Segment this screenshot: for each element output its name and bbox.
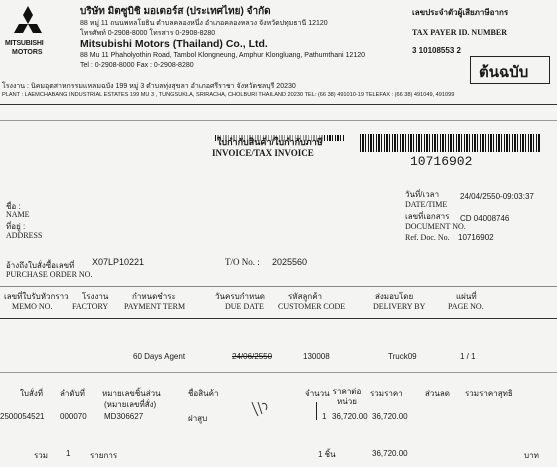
customer-address-label-thai: ที่อยู่ : xyxy=(6,222,26,231)
items-header-net: รวมราคาสุทธิ xyxy=(465,389,513,398)
terms-header-memo-thai: เลขที่ใบรับหัวกราว xyxy=(4,292,69,301)
to-number: 2025560 xyxy=(272,257,308,267)
terms-value-due-date: 24/06/2550 xyxy=(232,352,273,361)
header-divider-2 xyxy=(0,120,557,121)
customer-name-label-thai: ชื่อ : xyxy=(6,202,21,211)
date-label-thai: วันที่/เวลา xyxy=(405,190,440,199)
company-logo xyxy=(6,4,50,64)
po-label-en: PURCHASE ORDER NO. xyxy=(6,270,93,279)
items-header-order: ใบสั่งที่ xyxy=(20,389,44,398)
po-label-thai: อ้างถึงใบสั่งซื้อเลขที่ xyxy=(6,261,75,270)
terms-value-customer-code: 130008 xyxy=(303,352,330,361)
tax-label-thai: เลขประจำตัวผู้เสียภาษีอากร xyxy=(412,8,509,17)
totals-amount: 36,720.00 xyxy=(372,449,408,458)
terms-header-customer-thai: รหัสลูกค้า xyxy=(288,292,323,301)
terms-header-delivery-thai: ส่งมอบโดย xyxy=(375,292,414,301)
terms-header-divider xyxy=(0,318,557,319)
terms-header-delivery: DELIVERY BY xyxy=(373,302,426,311)
terms-header-payment: PAYMENT TERM xyxy=(124,302,186,311)
date-label-en: DATE/TIME xyxy=(405,200,448,209)
tax-label-en: TAX PAYER ID. NUMBER xyxy=(412,28,507,37)
terms-header-page: PAGE NO. xyxy=(448,302,484,311)
tax-id: 3 10108553 2 xyxy=(412,46,461,55)
totals-count: 1 xyxy=(66,449,71,458)
items-header-amount: รวมราคา xyxy=(370,389,403,398)
ref-doc-value: 10716902 xyxy=(458,233,494,242)
logo-text-top: MITSUBISHI xyxy=(5,40,44,47)
date-value: 24/04/2550-09:03:37 xyxy=(460,192,534,201)
company-phone-en: Tel : 0-2908-8000 Fax : 0-2908-8280 xyxy=(80,62,194,69)
item-qty-line xyxy=(316,402,317,420)
items-header-part-sub: (หมายเลขที่สั่ง) xyxy=(104,400,157,409)
factory-address-thai: โรงงาน : นิคมอุตสาหกรรมแหลมฉบัง 199 หมู่ 3 ตำบลทุ่งสุขลา อำเภอศรีราชา จังหวัดชลบุรี 20230 xyxy=(2,83,296,90)
company-address-en: 88 Mu 11 Phaholyothin Road, Tambol Klongneung, Amphur Klongluang, Pathumthani 12120 xyxy=(80,52,366,59)
totals-count-unit: รายการ xyxy=(90,451,118,460)
items-header-discount: ส่วนลด xyxy=(425,389,450,398)
terms-header-customer: CUSTOMER CODE xyxy=(278,302,346,311)
docno-label-thai: เลขที่เอกสาร xyxy=(405,212,450,221)
document-title-thai: ใบกำกับสินค้า/ใบกำกับภาษี xyxy=(217,137,323,147)
item-part-no: MD306627 xyxy=(104,412,144,421)
ref-doc-label: Ref. Doc. No. xyxy=(405,233,450,242)
terms-header-payment-thai: กำหนดชำระ xyxy=(132,292,176,301)
company-phone-thai: โทรศัพท์ 0-2908-8000 โทรสาร 0-2908-8280 xyxy=(80,30,216,37)
customer-address-label-en: ADDRESS xyxy=(6,231,43,240)
document-barcode xyxy=(360,134,540,152)
header-divider xyxy=(0,104,557,105)
terms-header-due-thai: วันครบกำหนด xyxy=(215,292,265,301)
terms-header-factory-thai: โรงงาน xyxy=(82,292,109,301)
terms-value-delivery: Truck09 xyxy=(388,352,417,361)
original-stamp-text: ต้นฉบับ xyxy=(479,64,529,81)
items-header-qty: จำนวน xyxy=(305,389,330,398)
company-address-thai: 88 หมู่ 11 ถนนพหลโยธิน ตำบลคลองหนึ่ง อำเภอคลองหลวง จังหวัดปทุมธานี 12120 xyxy=(80,20,328,27)
customer-name-label-en: NAME xyxy=(6,210,30,219)
items-top-divider xyxy=(0,372,557,373)
totals-label: รวม xyxy=(34,451,49,460)
terms-top-divider xyxy=(0,286,557,287)
docno-value: CD 04008746 xyxy=(460,214,510,223)
plant-address-en: PLANT : LAEMCHABANG INDUSTRIAL ESTATES 199 MU 3 , TUNGSUKLA, SRIRACHA, CHOLBURI THAILAND 20230 TEL: (66 38) 491010-19 TELEFAX : (66 38) 491049, 491099 xyxy=(2,92,455,98)
items-header-name: ชื่อสินค้า xyxy=(188,389,219,398)
item-unit-price: 36,720.00 xyxy=(332,412,368,421)
item-order-no: 2500054521 xyxy=(0,412,45,421)
terms-header-factory: FACTORY xyxy=(72,302,109,311)
item-qty: 1 xyxy=(322,412,327,421)
po-number: X07LP10221 xyxy=(92,257,145,267)
document-number: 10716902 xyxy=(410,154,473,169)
item-name: ฝาสูบ xyxy=(188,414,208,423)
mitsubishi-diamonds-icon xyxy=(6,4,50,40)
document-title-en: INVOICE/TAX INVOICE xyxy=(212,148,314,158)
original-stamp xyxy=(470,56,550,84)
totals-currency: บาท xyxy=(524,451,539,460)
company-name-thai: บริษัท มิตซูบิชิ มอเตอร์ส (ประเทศไทย) จำกัด xyxy=(80,6,271,17)
items-header-unit-price: ราคาต่อหน่วย xyxy=(332,387,362,406)
to-label: T/O No. : xyxy=(225,257,260,267)
items-header-part: หมายเลขชิ้นส่วน xyxy=(102,389,161,398)
company-name-en: Mitsubishi Motors (Thailand) Co., Ltd. xyxy=(80,38,268,50)
docno-label-en: DOCUMENT NO. xyxy=(405,222,466,231)
item-amount: 36,720.00 xyxy=(372,412,408,421)
item-seq: 000070 xyxy=(60,412,87,421)
terms-value-payment: 60 Days Agent xyxy=(133,352,186,361)
terms-value-page: 1 / 1 xyxy=(460,352,476,361)
logo-text-bottom: MOTORS xyxy=(12,49,43,56)
terms-header-due: DUE DATE xyxy=(225,302,264,311)
terms-header-memo: MEMO NO. xyxy=(12,302,53,311)
totals-qty: 1 ชิ้น xyxy=(318,450,336,459)
terms-header-page-thai: แผ่นที่ xyxy=(456,292,477,301)
items-header-seq: ลำดับที่ xyxy=(60,389,85,398)
handwritten-mark-icon xyxy=(248,398,274,420)
